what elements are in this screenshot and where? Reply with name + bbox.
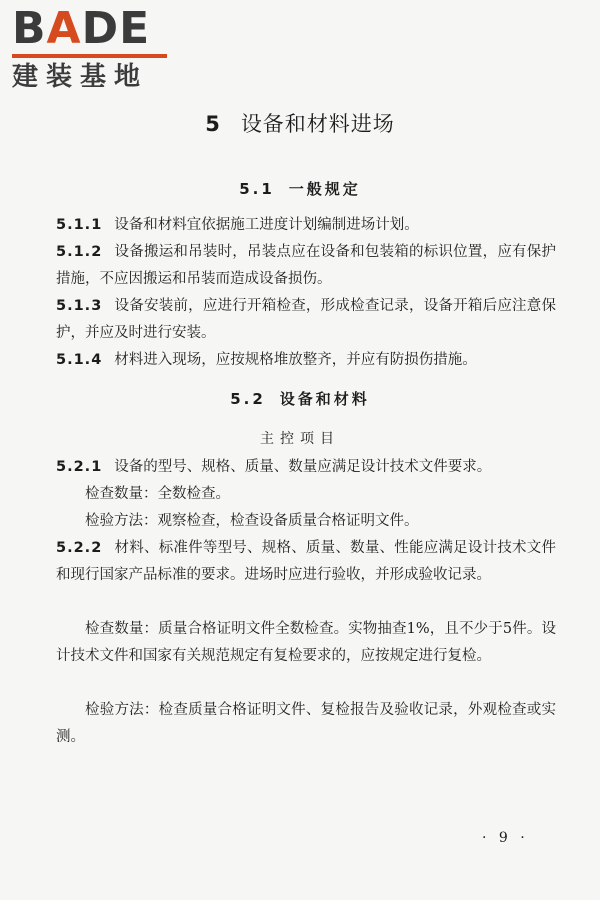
section-name: 设备和材料 (279, 390, 370, 408)
clause-text: 设备和材料宜依据施工进度计划编制进场计划。 (114, 217, 419, 233)
clause-5-1-3 (56, 293, 556, 347)
clause-5-1-2 (56, 239, 556, 293)
clause-5-2-1 (56, 454, 556, 481)
clause-number: 5.1.3 (56, 298, 103, 314)
section-number: 5.2 (230, 390, 266, 408)
clause-number: 5.2.1 (56, 459, 103, 475)
section-title-5-1 (0, 178, 600, 199)
clause-number: 5.2.2 (56, 540, 103, 556)
logo-wordmark (12, 3, 172, 54)
page-number: · 9 · (482, 830, 529, 846)
logo-letter-b: B (12, 3, 47, 54)
clause-5-2-2 (56, 535, 556, 589)
clause-5-2-2-method: 检验方法：检查质量合格证明文件、复检报告及验收记录，外观检查或实测。 (56, 702, 556, 745)
logo (12, 3, 172, 92)
clause-number: 5.1.1 (56, 217, 103, 233)
logo-letter-a: A (46, 3, 82, 54)
section-number: 5.1 (239, 180, 275, 198)
section-name: 一般规定 (288, 180, 361, 198)
clause-5-2-1-quantity: 检查数量：全数检查。 (85, 486, 230, 502)
clause-text: 设备安装前，应进行开箱检查，形成检查记录，设备开箱后应注意保护，并应及时进行安装。 (56, 298, 556, 341)
logo-letters-de: DE (81, 3, 151, 54)
chapter-title (0, 108, 600, 138)
chapter-name: 设备和材料进场 (240, 112, 395, 136)
clause-5-2-2-quantity: 检查数量：质量合格证明文件全数检查。实物抽查1%，且不少于5件。设计技术文件和国家有关规范规定有复检要求的，应按规定进行复检。 (56, 621, 556, 664)
clause-text: 材料、标准件等型号、规格、质量、数量、性能应满足设计技术文件和现行国家产品标准的要求。进场时应进行验收，并形成验收记录。 (56, 540, 556, 583)
subsection-title: 主控项目 (260, 431, 340, 447)
clause-text: 设备搬运和吊装时，吊装点应在设备和包装箱的标识位置，应有保护措施，不应因搬运和吊装而造成设备损伤。 (56, 244, 556, 287)
clause-text: 设备的型号、规格、质量、数量应满足设计技术文件要求。 (114, 459, 492, 475)
clause-5-2-1-method: 检验方法：观察检查，检查设备质量合格证明文件。 (85, 513, 419, 529)
logo-underline (12, 54, 167, 58)
section-title-5-2 (0, 388, 600, 409)
logo-chinese-name: 建装基地 (12, 62, 149, 92)
clause-5-1-4 (56, 347, 556, 374)
clause-number: 5.1.2 (56, 244, 103, 260)
clause-number: 5.1.4 (56, 352, 103, 368)
chapter-number: 5 (205, 112, 221, 136)
clause-text: 材料进入现场，应按规格堆放整齐，并应有防损伤措施。 (114, 352, 477, 368)
clause-5-1-1 (56, 212, 556, 239)
